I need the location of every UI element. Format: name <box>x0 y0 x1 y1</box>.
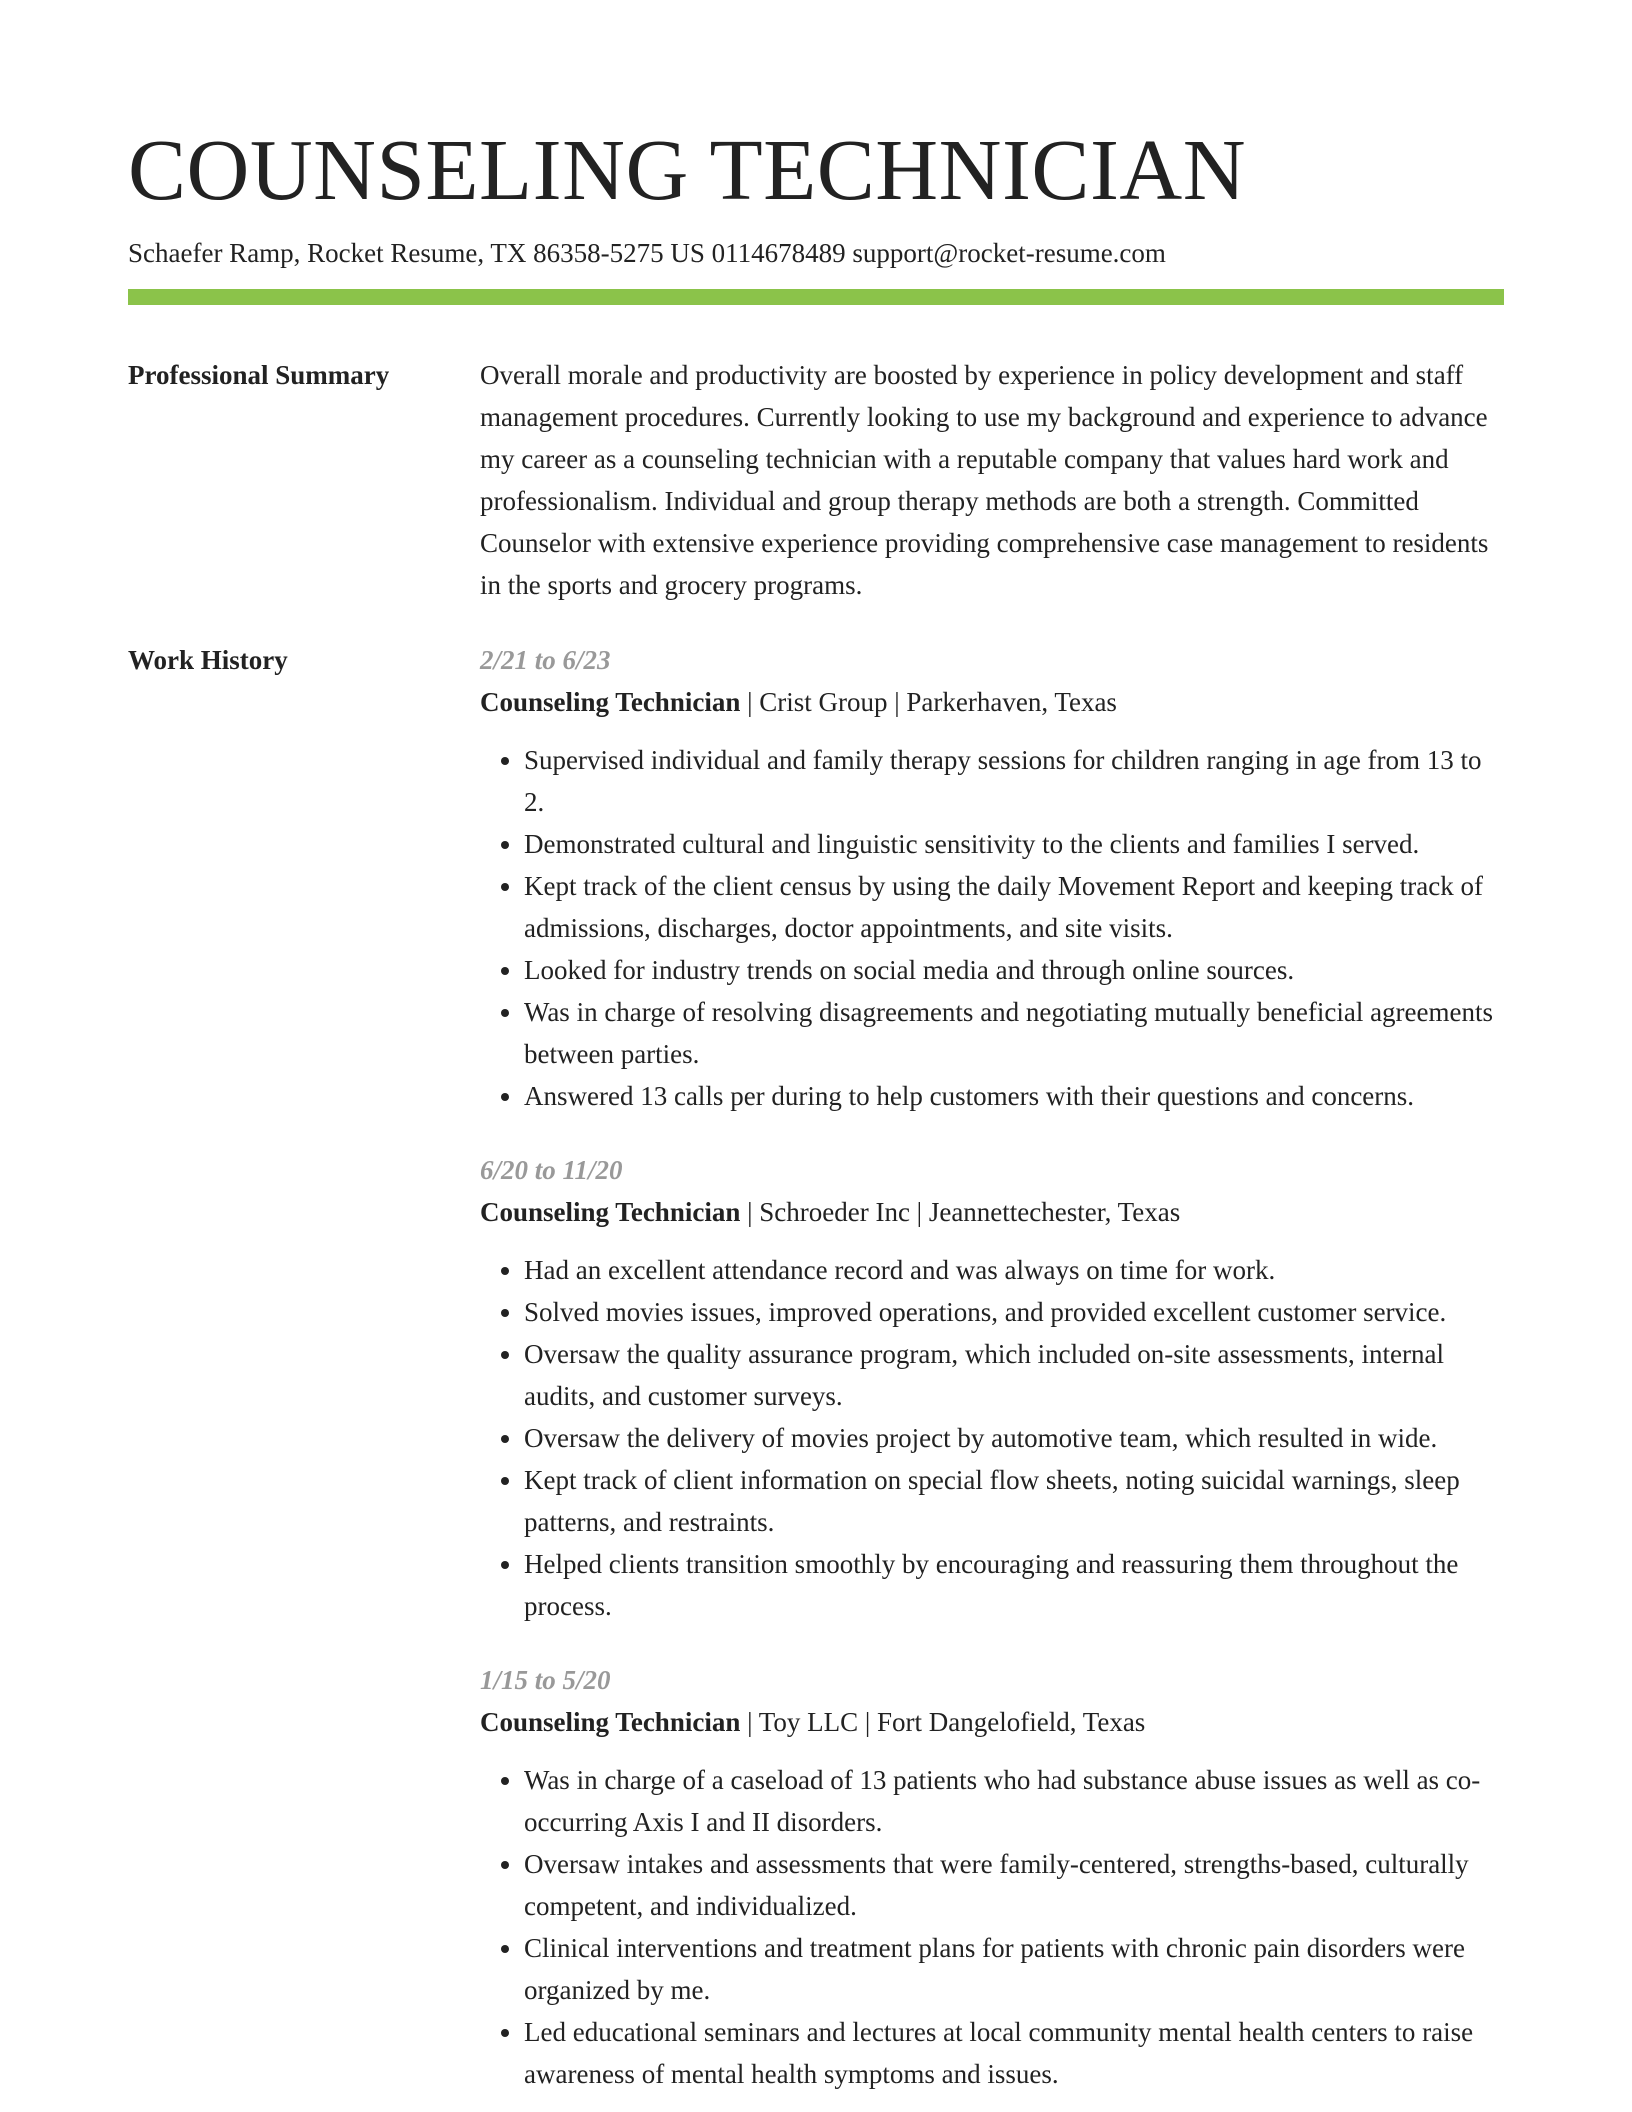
resume-page <box>128 0 1504 2095</box>
job-bullet: • Answered 13 calls per during to help customers with their questions and concerns. <box>524 1075 1504 1117</box>
summary-text: Overall morale and productivity are boosted by experience in policy development and staff management procedures. Currently looking to use my background and experience to advance my career as a counseling technician with a reputable company that values hard work and professionalism. Individual and group therapy methods are both a strength. Committed Counselor with extensive experience providing comprehensive case management to residents in the sports and grocery programs. <box>480 360 1489 600</box>
job-entry <box>480 639 1504 1117</box>
job-dates: 1/15 to 5/20 <box>480 1665 611 1695</box>
contact-info: Schaefer Ramp, Rocket Resume, TX 86358-5275 US 0114678489 support@rocket-resume.com <box>128 238 1166 268</box>
job-title: Counseling Technician <box>480 1707 741 1737</box>
summary-body <box>480 354 1504 606</box>
job-employer-location: | Schroeder Inc | Jeannettechester, Texas <box>740 1197 1181 1227</box>
section-label-professional-summary: Professional Summary <box>128 360 390 390</box>
job-header <box>480 681 1504 723</box>
job-header <box>480 1701 1504 1743</box>
job-bullet: • Supervised individual and family therapy sessions for children ranging in age from 13 to 2. <box>524 739 1504 823</box>
job-bullet: • Kept track of the client census by using the daily Movement Report and keeping track of admissions, discharges, doctor appointments, and site visits. <box>524 865 1504 949</box>
job-bullet: • Demonstrated cultural and linguistic sensitivity to the clients and families I served. <box>524 823 1504 865</box>
job-bullet: • Oversaw intakes and assessments that were family-centered, strengths-based, culturally competent, and individualized. <box>524 1843 1504 1927</box>
job-bullet: • Clinical interventions and treatment plans for patients with chronic pain disorders were organized by me. <box>524 1927 1504 2011</box>
job-bullet-list <box>480 1759 1504 2095</box>
job-bullet: • Helped clients transition smoothly by encouraging and reassuring them throughout the process. <box>524 1543 1504 1627</box>
job-bullet: • Oversaw the delivery of movies project by automotive team, which resulted in wide. <box>524 1417 1504 1459</box>
accent-divider <box>128 289 1504 305</box>
resume-title: COUNSELING TECHNICIAN <box>128 121 1247 218</box>
job-title: Counseling Technician <box>480 1197 741 1227</box>
work-history-body <box>480 639 1504 2095</box>
job-header <box>480 1191 1504 1233</box>
job-dates: 2/21 to 6/23 <box>480 645 611 675</box>
job-entry <box>480 1659 1504 2095</box>
job-entry <box>480 1149 1504 1627</box>
job-bullet: • Led educational seminars and lectures at local community mental health centers to raise awareness of mental health symptoms and issues. <box>524 2011 1504 2095</box>
professional-summary-section <box>128 354 1504 606</box>
work-history-section <box>128 639 1504 2095</box>
job-bullet: • Was in charge of a caseload of 13 patients who had substance abuse issues as well as co-occurring Axis I and II disorders. <box>524 1759 1504 1843</box>
job-bullet-list <box>480 739 1504 1117</box>
job-bullet: • Solved movies issues, improved operations, and provided excellent customer service. <box>524 1291 1504 1333</box>
job-bullet: • Kept track of client information on special flow sheets, noting suicidal warnings, sleep patterns, and restraints. <box>524 1459 1504 1543</box>
job-bullet-list <box>480 1249 1504 1627</box>
job-bullet: • Looked for industry trends on social media and through online sources. <box>524 949 1504 991</box>
job-title: Counseling Technician <box>480 687 741 717</box>
section-label-work-history: Work History <box>128 645 288 675</box>
job-employer-location: | Crist Group | Parkerhaven, Texas <box>740 687 1117 717</box>
job-bullet: • Was in charge of resolving disagreements and negotiating mutually beneficial agreements between parties. <box>524 991 1504 1075</box>
job-dates: 6/20 to 11/20 <box>480 1155 623 1185</box>
job-bullet: • Had an excellent attendance record and was always on time for work. <box>524 1249 1504 1291</box>
job-employer-location: | Toy LLC | Fort Dangelofield, Texas <box>740 1707 1146 1737</box>
job-bullet: • Oversaw the quality assurance program, which included on-site assessments, internal audits, and customer surveys. <box>524 1333 1504 1417</box>
